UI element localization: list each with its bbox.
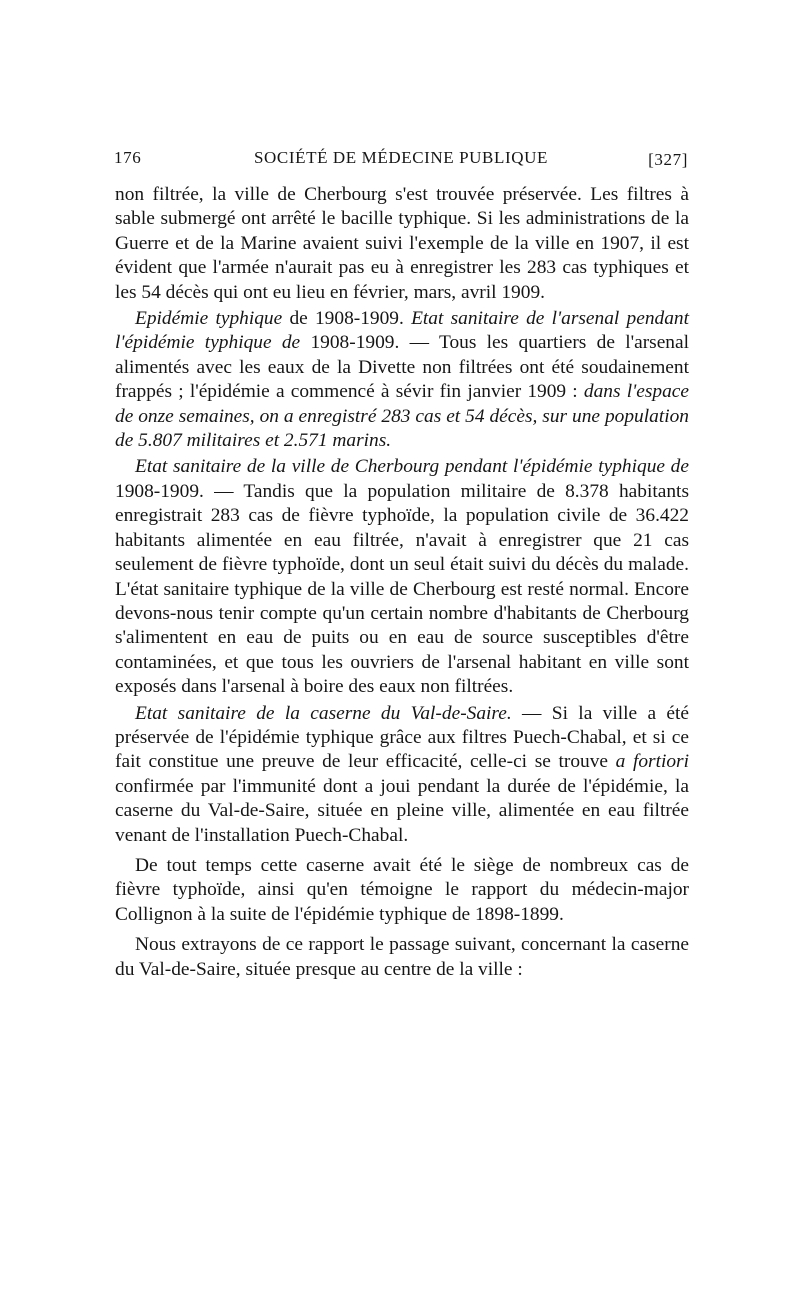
- paragraph-5: [115, 854, 689, 927]
- paragraph-text: Tous les quartiers de l'arsenal alimentés avec les eaux de la Divette non filtrées ont été soudainement frappés ; l'épidémie a commencé à sévir fin janvier 1909 :: [115, 332, 689, 403]
- paragraph-4: [115, 702, 689, 848]
- subsection-heading: Etat sanitaire de l'arsenal pendant l'épidémie typhique de: [115, 308, 689, 354]
- paragraph-text: Tandis que la population militaire de 8.378 habitants enregistrait 283 cas de fièvre typhoïde, la population civile de 36.422 habitants alimentée en eau filtrée, n'avait à enregistrer que 21 cas seulement de fièvre typhoïde, dont un seul était suivi du décès du malade. L'état sanitaire typhique de la ville de Cherbourg est resté normal. Encore devons-nous tenir compte qu'un certain nombre d'habitants de Cherbourg s'alimentent en eau de puits ou en eau de source susceptibles d'être contaminées, et que tous les ouvriers de l'arsenal habitant en ville sont exposés dans l'arsenal à boire des eaux non filtrées.: [115, 480, 689, 698]
- paragraph-text: De tout temps cette caserne avait été le siège de nombreux cas de fièvre typhoïde, ainsi qu'en témoigne le rapport du médecin-major Collignon à la suite de l'épidémie typhique de 1898-1899.: [115, 854, 689, 925]
- section-heading-date: de 1908-1909.: [282, 308, 412, 330]
- running-title: SOCIÉTÉ DE MÉDECINE PUBLIQUE: [254, 148, 548, 167]
- running-header: [114, 146, 688, 174]
- section-heading: Etat sanitaire de la ville de Cherbourg pendant l'épidémie typhique de: [135, 456, 689, 478]
- paragraph-text-continued: confirmée par l'immunité dont a joui pendant la durée de l'épidémie, la caserne du Val-de-Saire, située en pleine ville, alimentée en eau filtrée venant de l'installation Puech-Chabal.: [115, 775, 689, 846]
- body-text: [115, 183, 689, 984]
- page-reference: [327]: [648, 150, 688, 169]
- emphasis-text: dans l'espace de onze semaines, on a enregistré 283 cas et 54 décès, sur une population de 5.807 militaires et 2.571 marins.: [115, 381, 689, 452]
- emphasis-text: a fortiori: [615, 751, 689, 773]
- paragraph-text: non filtrée, la ville de Cherbourg s'est trouvée préservée. Les filtres à sable submergé ont arrêté le bacille typhique. Si les administrations de la Guerre et de la Marine avaient suivi l'exemple de la ville en 1907, il est évident que l'armée n'aurait pas eu à enregistrer les 283 cas typhiques et les 54 décès qui ont eu lieu en février, mars, avril 1909.: [115, 184, 689, 303]
- section-heading: Epidémie typhique: [135, 308, 283, 330]
- paragraph-6: [115, 933, 689, 982]
- section-heading-date: 1908-1909. —: [115, 480, 244, 502]
- subsection-heading-date: 1908-1909. —: [300, 332, 439, 354]
- paragraph-1: [115, 183, 689, 305]
- paragraph-text: Si la ville a été préservée de l'épidémie typhique grâce aux filtres Puech-Chabal, et si ce fait constitue une preuve de leur efficacité, celle-ci se trouve: [115, 702, 689, 773]
- page-number: 176: [114, 148, 142, 167]
- paragraph-text: Nous extrayons de ce rapport le passage suivant, concernant la caserne du Val-de-Saire, située presque au centre de la ville :: [115, 934, 689, 980]
- paragraph-3: [115, 455, 689, 699]
- heading-dash: —: [511, 702, 552, 724]
- section-heading: Etat sanitaire de la caserne du Val-de-Saire.: [135, 702, 512, 724]
- paragraph-2: [115, 307, 689, 453]
